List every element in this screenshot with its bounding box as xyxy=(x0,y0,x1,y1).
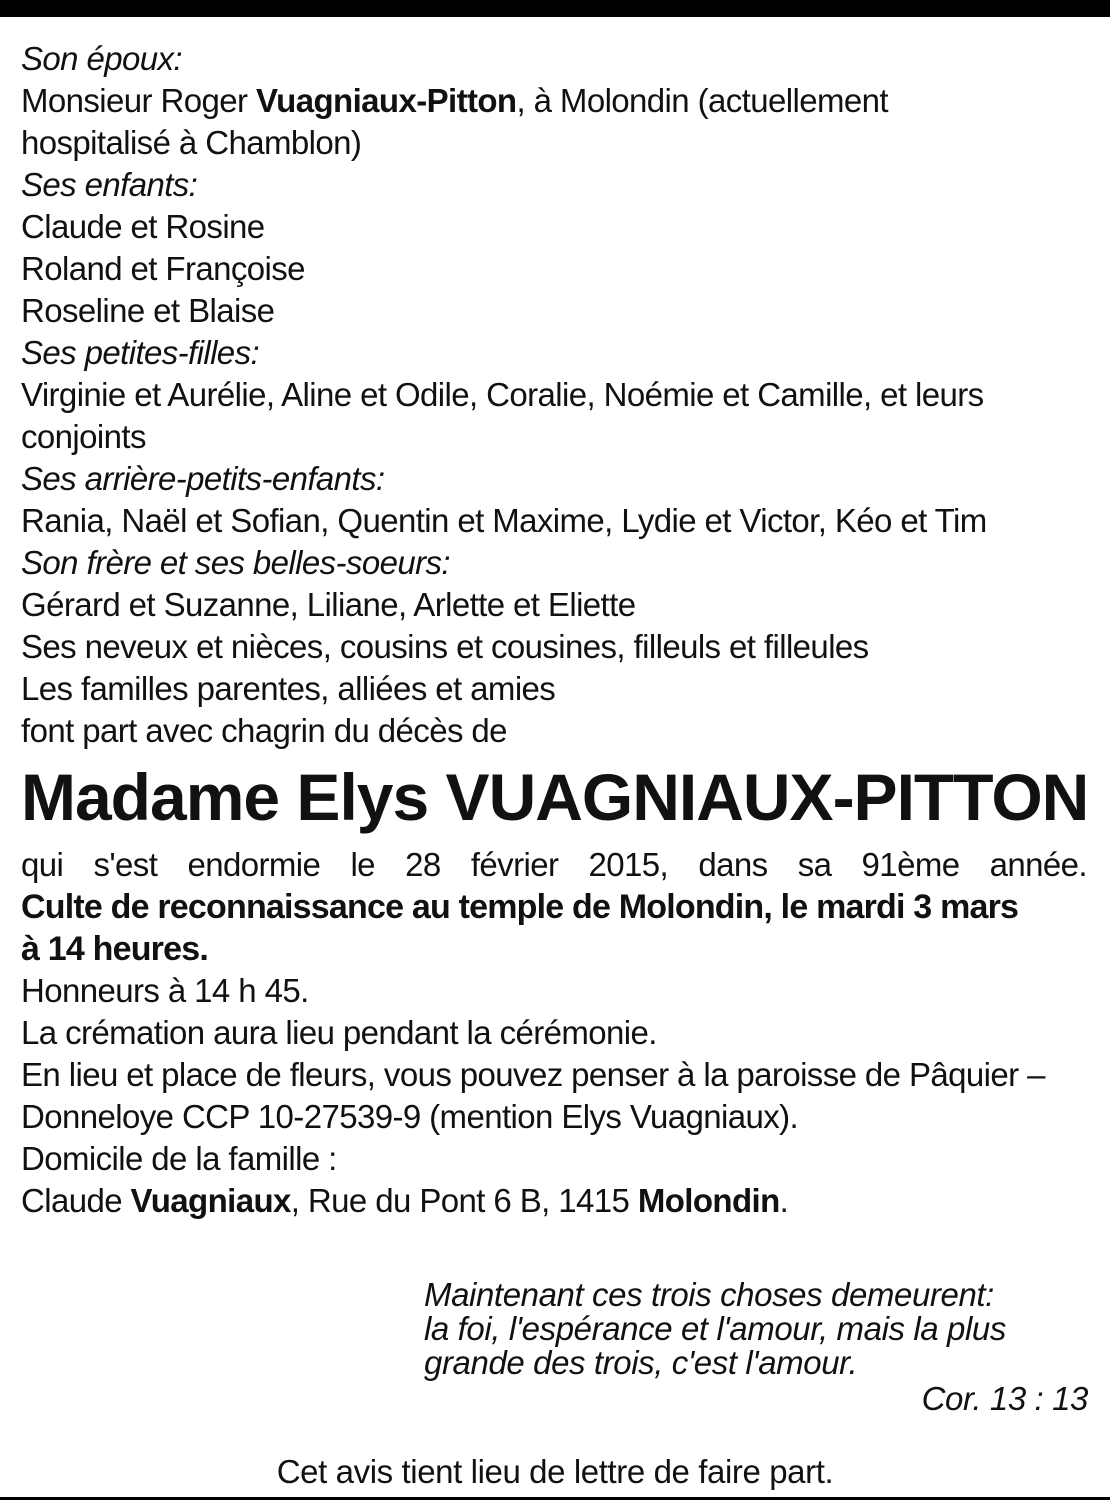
address-street: , Rue du Pont 6 B, 1415 xyxy=(290,1182,638,1219)
granddaughters-line-2: conjoints xyxy=(21,418,146,455)
detail-line: Honneurs à 14 h 45. xyxy=(21,972,309,1009)
quote-line: Maintenant ces trois choses demeurent: xyxy=(424,1276,994,1313)
address-first-name: Claude xyxy=(21,1182,131,1219)
child-item: Roseline et Blaise xyxy=(21,292,275,329)
obituary-notice xyxy=(21,38,1087,1222)
quote-line: grande des trois, c'est l'amour. xyxy=(424,1344,858,1381)
granddaughters-line: Virginie et Aurélie, Aline et Odile, Coralie, Noémie et Camille, et leurs xyxy=(21,376,984,413)
extended-family-line: Les familles parentes, alliées et amies xyxy=(21,670,556,707)
children-label: Ses enfants: xyxy=(21,166,198,203)
quote-line: la foi, l'espérance et l'amour, mais la plus xyxy=(424,1310,1006,1347)
announcement-line: font part avec chagrin du décès de xyxy=(21,712,507,749)
top-rule xyxy=(0,0,1110,17)
bible-quote xyxy=(424,1278,1088,1416)
spouse-line xyxy=(21,80,1087,122)
siblings-label: Son frère et ses belles-soeurs: xyxy=(21,544,450,581)
spouse-label: Son époux: xyxy=(21,40,182,77)
address-surname: Vuagniaux xyxy=(130,1182,291,1219)
detail-line: La crémation aura lieu pendant la cérémonie. xyxy=(21,1014,657,1051)
granddaughters-label: Ses petites-filles: xyxy=(21,334,260,371)
detail-line: En lieu et place de fleurs, vous pouvez penser à la paroisse de Pâquier – xyxy=(21,1056,1045,1093)
extended-family-line: Ses neveux et nièces, cousins et cousines, filleuls et filleules xyxy=(21,628,869,665)
footer-note: Cet avis tient lieu de lettre de faire part. xyxy=(276,1453,834,1490)
quote-reference: Cor. 13 : 13 xyxy=(921,1380,1088,1417)
spouse-suffix: , à Molondin (actuellement xyxy=(516,82,888,119)
great-grandchildren-line: Rania, Naël et Sofian, Quentin et Maxime, Lydie et Victor, Kéo et Tim xyxy=(21,502,987,539)
family-address xyxy=(21,1180,1087,1222)
death-date-line: qui s'est endormie le 28 février 2015, dans sa 91ème année. xyxy=(21,846,1087,883)
spouse-surname: Vuagniaux-Pitton xyxy=(255,82,517,119)
bottom-rule xyxy=(0,1497,1110,1500)
ceremony-time: à 14 heures. xyxy=(21,930,208,968)
child-item: Roland et Françoise xyxy=(21,250,305,287)
siblings-line: Gérard et Suzanne, Liliane, Arlette et Eliette xyxy=(21,586,636,623)
ceremony-line: Culte de reconnaissance au temple de Molondin, le mardi 3 mars xyxy=(21,888,1019,926)
detail-line: Domicile de la famille : xyxy=(21,1140,337,1177)
address-end: . xyxy=(779,1182,789,1219)
spouse-line-2: hospitalisé à Chamblon) xyxy=(21,124,362,161)
detail-line: Donneloye CCP 10-27539-9 (mention Elys Vuagniaux). xyxy=(21,1098,799,1135)
spouse-prefix: Monsieur Roger xyxy=(21,82,256,119)
child-item: Claude et Rosine xyxy=(21,208,265,245)
deceased-name: Madame Elys VUAGNIAUX-PITTON xyxy=(21,760,1089,834)
great-grandchildren-label: Ses arrière-petits-enfants: xyxy=(21,460,385,497)
address-town: Molondin xyxy=(637,1182,780,1219)
